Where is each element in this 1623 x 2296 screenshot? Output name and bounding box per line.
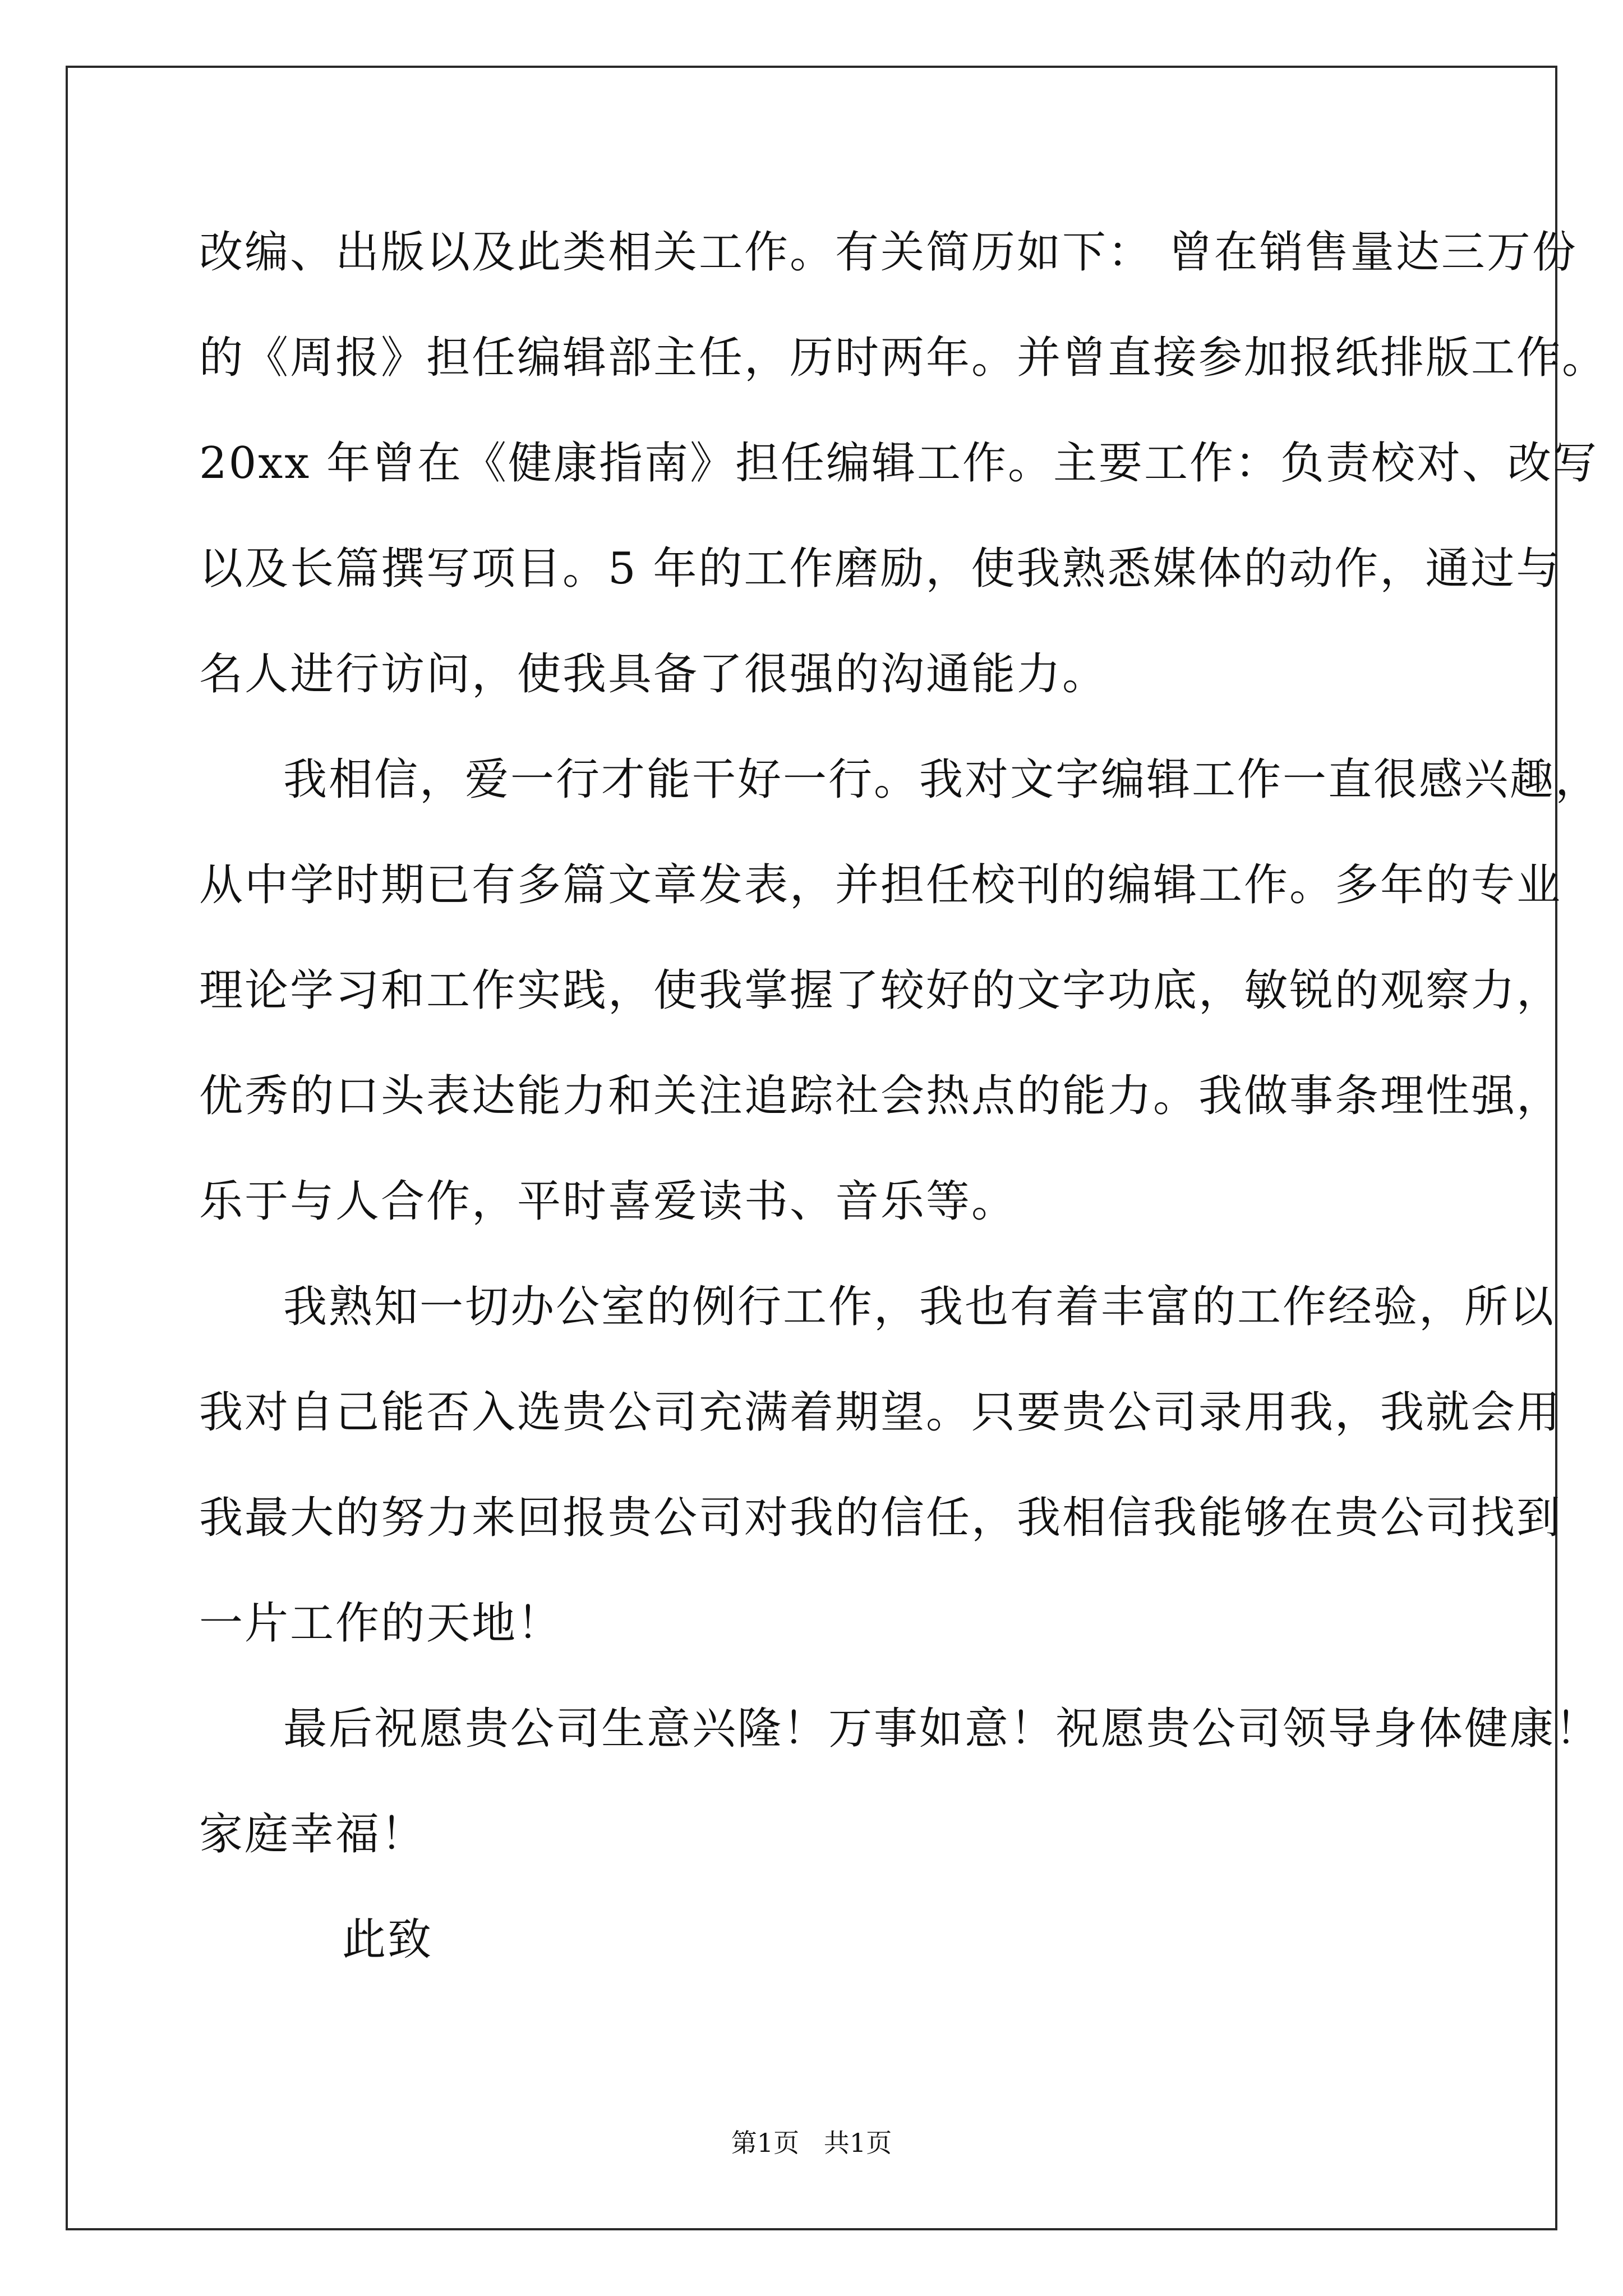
text-line: 20xx 年曾在《健康指南》担任编辑工作。主要工作：负责校对、改写 [199,438,1599,489]
page-number-footer: 第1页 共1页 [731,2128,892,2158]
page-border [66,66,1557,2230]
text-line: 家庭幸福！ [199,1809,427,1860]
text-line: 的《周报》担任编辑部主任，历时两年。并曾直接参加报纸排版工作。 [199,333,1608,383]
paragraph-start-line: 最后祝愿贵公司生意兴隆！万事如意！祝愿贵公司领导身体健康！ [283,1704,1601,1754]
closing-salutation: 此致 [342,1915,434,1965]
paragraph-start-line: 我熟知一切办公室的例行工作，我也有着丰富的工作经验，所以 [283,1282,1556,1332]
text-line: 理论学习和工作实践，使我掌握了较好的文字功底，敏锐的观察力， [199,965,1562,1016]
text-line: 我对自己能否入选贵公司充满着期望。只要贵公司录用我，我就会用 [199,1387,1562,1438]
text-line: 名人进行访问，使我具备了很强的沟通能力。 [199,649,1108,700]
text-line: 改编、出版以及此类相关工作。有关简历如下： 曾在销售量达三万份 [199,227,1578,278]
text-line: 从中学时期已有多篇文章发表，并担任校刊的编辑工作。多年的专业 [199,860,1562,910]
text-line: 一片工作的天地！ [199,1598,563,1649]
text-line: 乐于与人合作，平时喜爱读书、音乐等。 [199,1176,1017,1227]
paragraph-start-line: 我相信，爱一行才能干好一行。我对文字编辑工作一直很感兴趣， [283,754,1601,805]
text-line: 我最大的努力来回报贵公司对我的信任，我相信我能够在贵公司找到 [199,1493,1562,1543]
text-line: 以及长篇撰写项目。5 年的工作磨励，使我熟悉媒体的动作，通过与 [199,544,1562,594]
text-line: 优秀的口头表达能力和关注追踪社会热点的能力。我做事条理性强， [199,1071,1562,1121]
